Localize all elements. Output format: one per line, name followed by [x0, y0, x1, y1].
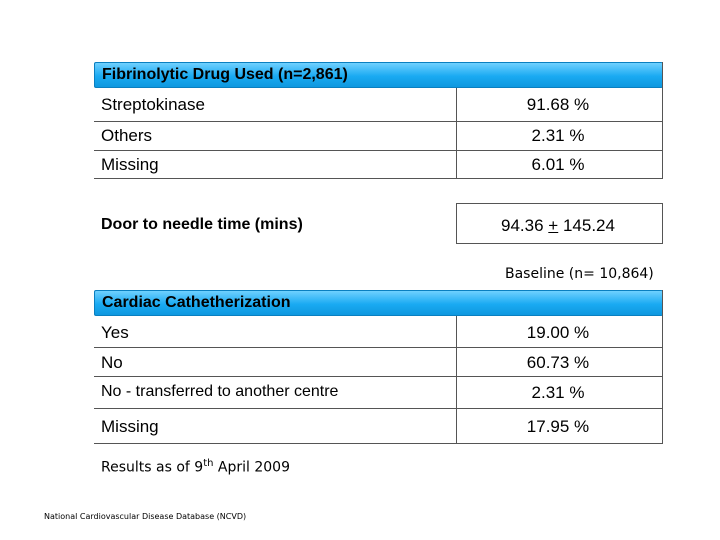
door-to-needle-value — [456, 216, 660, 236]
door-to-needle-label: Door to needle time (mins) — [101, 216, 303, 233]
row-label: Missing — [101, 155, 159, 174]
divider — [456, 243, 663, 244]
divider — [456, 203, 663, 204]
catheterization-header-bar — [94, 290, 663, 316]
column-divider — [662, 62, 663, 178]
row-label: Streptokinase — [101, 95, 205, 114]
door-mean: 94.36 — [501, 216, 544, 235]
results-prefix: Results as of 9 — [101, 459, 204, 476]
column-divider — [662, 203, 663, 243]
plus-minus-sign: + — [548, 216, 559, 235]
door-sd: 145.24 — [562, 216, 615, 235]
divider — [94, 443, 663, 444]
divider — [94, 408, 663, 409]
fibrinolytic-header: Fibrinolytic Drug Used (n=2,861) — [102, 66, 348, 83]
row-label: Others — [101, 126, 153, 145]
row-label: No — [101, 353, 123, 372]
column-divider — [662, 290, 663, 443]
divider — [94, 178, 663, 179]
divider — [94, 347, 663, 348]
divider — [94, 150, 663, 151]
row-value: 17.95 % — [526, 417, 590, 436]
results-suffix: April 2009 — [213, 459, 290, 476]
divider — [94, 121, 663, 122]
results-date-note — [101, 458, 290, 476]
source-credit: National Cardiovascular Disease Database (NCVD) — [44, 512, 247, 521]
row-value: 2.31 % — [531, 126, 585, 145]
fibrinolytic-header-bar — [94, 62, 663, 88]
row-value: 6.01 % — [531, 155, 585, 174]
divider — [94, 376, 663, 377]
row-value: 60.73 % — [526, 353, 590, 372]
row-label: Yes — [101, 323, 129, 342]
row-value: 19.00 % — [526, 323, 590, 342]
row-value: 2.31 % — [531, 383, 585, 402]
row-label: Missing — [101, 417, 159, 436]
row-value: 91.68 % — [526, 95, 590, 114]
baseline-label: Baseline (n= 10,864) — [505, 266, 654, 282]
catheterization-header: Cardiac Cathetherization — [102, 294, 291, 311]
results-sup: th — [203, 458, 214, 469]
row-label: No - transferred to another centre — [101, 383, 339, 400]
